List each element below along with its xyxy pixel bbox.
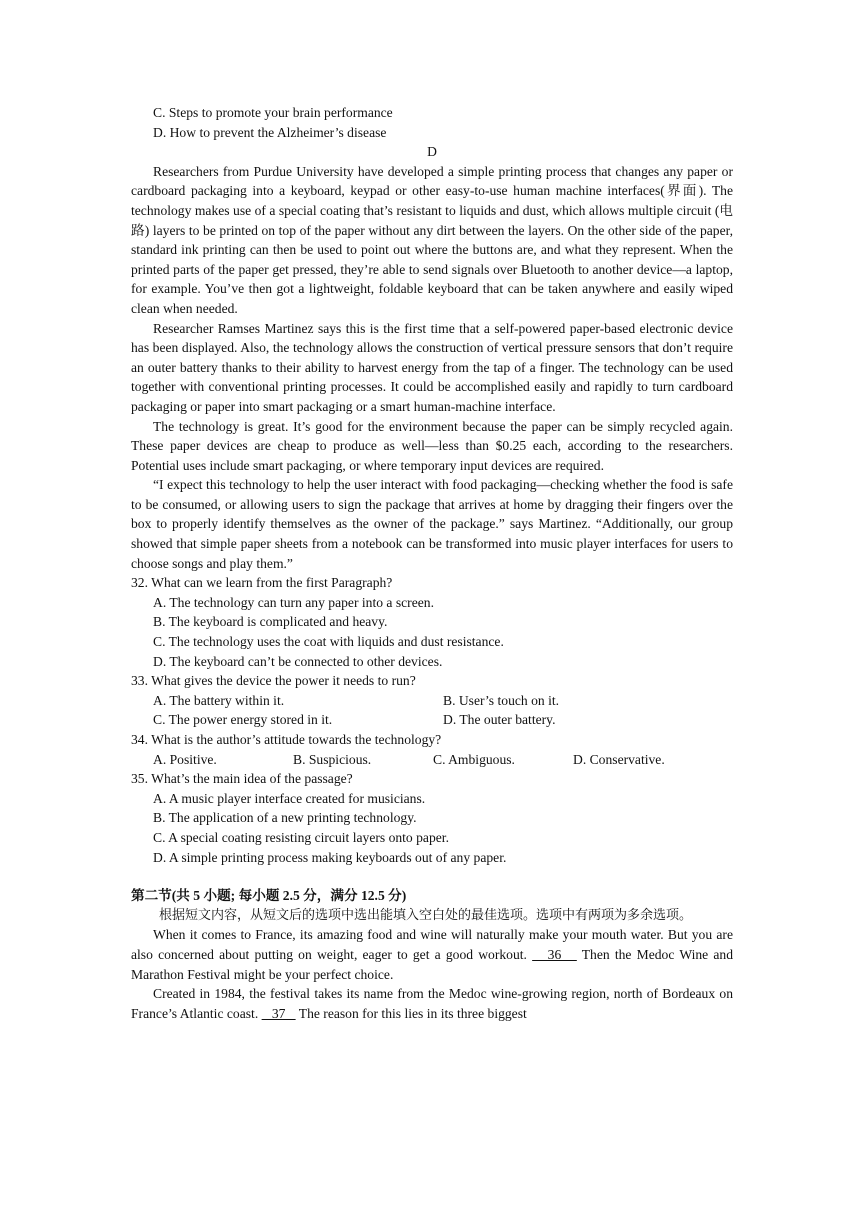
option-a: A. Positive. (153, 751, 217, 767)
question-34 (131, 730, 733, 769)
option-b: B. The keyboard is complicated and heavy. (153, 614, 388, 630)
passage-paragraph-2: Researcher Ramses Martinez says this is the first time that a self-powered paper-based electronic device has been displayed. Also, the technology allows the construction of vertical pressure sensors that don’t require an outer battery thanks to their ability to harvest energy from the tap of a finger. The technology can be used together with conventional printing processes. It could be accomplished easily and rapidly to turn cardboard packaging or paper into smart packaging or a smart human-machine interface. (131, 320, 733, 414)
options-row (131, 691, 733, 711)
options-row (131, 750, 733, 770)
passage-paragraph-3: The technology is great. It’s good for the environment because the paper can be simply recycled again. These paper devices are cheap to produce as well—less than $0.25 each, according to the researchers. Potential uses include smart packaging, or where temporary input devices are required. (131, 418, 733, 473)
blank-37: 37 (261, 1005, 296, 1021)
cloze-paragraph-1 (131, 925, 733, 984)
option-b: B. The application of a new printing technology. (153, 810, 417, 826)
option-b: B. User’s touch on it. (443, 692, 560, 708)
option-b: B. Suspicious. (293, 751, 372, 767)
option-d: D. The outer battery. (443, 712, 556, 728)
exam-page (131, 103, 733, 1023)
option-c: C. The power energy stored in it. (153, 712, 333, 728)
passage-paragraph-1: Researchers from Purdue University have developed a simple printing process that changes any paper or cardboard packaging into a keyboard, keypad or other easy-to-use human machine interfaces(界面). The technology makes use of a special coating that’s resistant to liquids and dust, which allows multiple circuit (电路) layers to be printed on top of the paper without any dirt between the layers. On the other side of the paper, standard ink printing can then be used to point out where the buttons are, and what they represent. When the printed parts of the paper get pressed, they’re able to send signals over Bluetooth to another device—a laptop, for example. You’ve then got a lightweight, foldable keyboard that can be taken anywhere and easily wiped clean when needed. (131, 163, 733, 316)
option-d: D. A simple printing process making keyboards out of any paper. (153, 849, 507, 865)
option-a: A. The battery within it. (153, 692, 285, 708)
prev-option-c: C. Steps to promote your brain performance (153, 105, 393, 120)
option-c: C. The technology uses the coat with liquids and dust resistance. (153, 634, 504, 650)
question-stem: 32. What can we learn from the first Paragraph? (131, 575, 393, 591)
question-stem: 34. What is the author’s attitude towards the technology? (131, 732, 442, 747)
blank-36: 36 (532, 946, 577, 962)
option-d: D. Conservative. (573, 751, 665, 767)
option-c: C. Ambiguous. (433, 751, 515, 767)
cloze-text: The reason for this lies in its three biggest (298, 1005, 527, 1021)
passage-label: D (427, 144, 437, 160)
section-instruction: 根据短文内容，从短文后的选项中选出能填入空白处的最佳选项。选项中有两项为多余选项。 (159, 907, 693, 923)
question-35 (131, 769, 733, 867)
cloze-text: Created in 1984, the festival takes its name from the Medoc wine-growing region, north of Bordeaux on France’s Atlantic coast. (131, 986, 733, 1021)
passage-paragraph-4: “I expect this technology to help the user interact with food packaging—checking whether the food is safe to be consumed, or allowing users to sign the package that arrives at home by dragging their fingers over the box to properly identify themselves as the owner of the package.” says Martinez. “Additionally, our group showed that simple paper sheets from a notebook can be transformed into music player interfaces for users to choose songs and play them.” (131, 477, 733, 571)
option-a: A. A music player interface created for musicians. (153, 790, 426, 806)
option-d: D. The keyboard can’t be connected to other devices. (153, 653, 443, 669)
option-a: A. The technology can turn any paper into a screen. (153, 594, 434, 610)
question-33 (131, 671, 733, 730)
option-c: C. A special coating resisting circuit layers onto paper. (153, 829, 449, 845)
question-stem: 33. What gives the device the power it needs to run? (131, 673, 416, 689)
question-32 (131, 573, 733, 671)
options-row (131, 710, 733, 730)
section-title: 第二节(共 5 小题; 每小题 2.5 分，满分 12.5 分) (131, 888, 407, 904)
prev-option-d: D. How to prevent the Alzheimer’s disease (153, 124, 387, 140)
cloze-text: Then the Medoc Wine and Marathon Festival might be your perfect choice. (131, 946, 734, 982)
cloze-paragraph-2 (131, 984, 733, 1023)
cloze-text: When it comes to France, its amazing food and wine will naturally make your mouth water. But you are also concerned about putting on weight, eager to get a good workout. (131, 927, 733, 962)
question-stem: 35. What’s the main idea of the passage? (131, 771, 353, 787)
